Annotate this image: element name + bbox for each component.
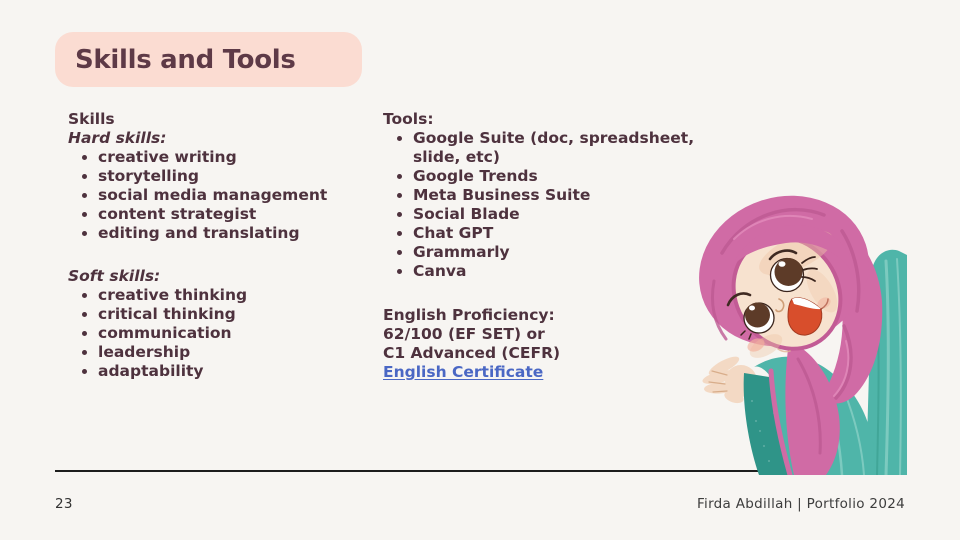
list-item: • adaptability bbox=[98, 362, 373, 381]
english-proficiency-block bbox=[383, 306, 713, 382]
list-item: • storytelling bbox=[98, 167, 373, 186]
list-item: • leadership bbox=[98, 343, 373, 362]
list-item: • Social Blade bbox=[413, 205, 713, 224]
list-item: • communication bbox=[98, 324, 373, 343]
list-item: • social media management bbox=[98, 186, 373, 205]
english-heading: English Proficiency: bbox=[383, 306, 555, 324]
page-number: 23 bbox=[55, 496, 73, 512]
list-item: • content strategist bbox=[98, 205, 373, 224]
skills-heading: Skills bbox=[68, 110, 115, 128]
list-item: • Google Trends bbox=[413, 167, 713, 186]
english-score-line: 62/100 (EF SET) or bbox=[383, 325, 545, 343]
hard-skills-list bbox=[68, 148, 373, 243]
tools-column bbox=[383, 110, 713, 382]
footer-credit: Firda Abdillah | Portfolio 2024 bbox=[696, 496, 905, 512]
list-item: • Chat GPT bbox=[413, 224, 713, 243]
title-pill bbox=[55, 32, 362, 87]
page-title: Skills and Tools bbox=[75, 44, 296, 75]
list-item: • Canva bbox=[413, 262, 713, 281]
list-item: • editing and translating bbox=[98, 224, 373, 243]
hijab-girl-waving-illustration bbox=[694, 191, 910, 475]
list-item: • critical thinking bbox=[98, 305, 373, 324]
english-certificate-link[interactable]: English Certificate bbox=[383, 363, 544, 381]
list-item: • creative writing bbox=[98, 148, 373, 167]
soft-skills-list bbox=[68, 286, 373, 381]
list-item: • creative thinking bbox=[98, 286, 373, 305]
soft-skills-label: Soft skills: bbox=[68, 267, 161, 285]
list-item: • Meta Business Suite bbox=[413, 186, 713, 205]
hard-skills-label: Hard skills: bbox=[68, 129, 167, 147]
english-level-line: C1 Advanced (CEFR) bbox=[383, 344, 561, 362]
tools-list bbox=[383, 129, 713, 281]
tools-heading: Tools: bbox=[383, 110, 434, 128]
list-item: • Grammarly bbox=[413, 243, 713, 262]
list-item: • Google Suite (doc, spreadsheet, slide, etc) bbox=[413, 129, 713, 167]
skills-column bbox=[68, 110, 373, 381]
